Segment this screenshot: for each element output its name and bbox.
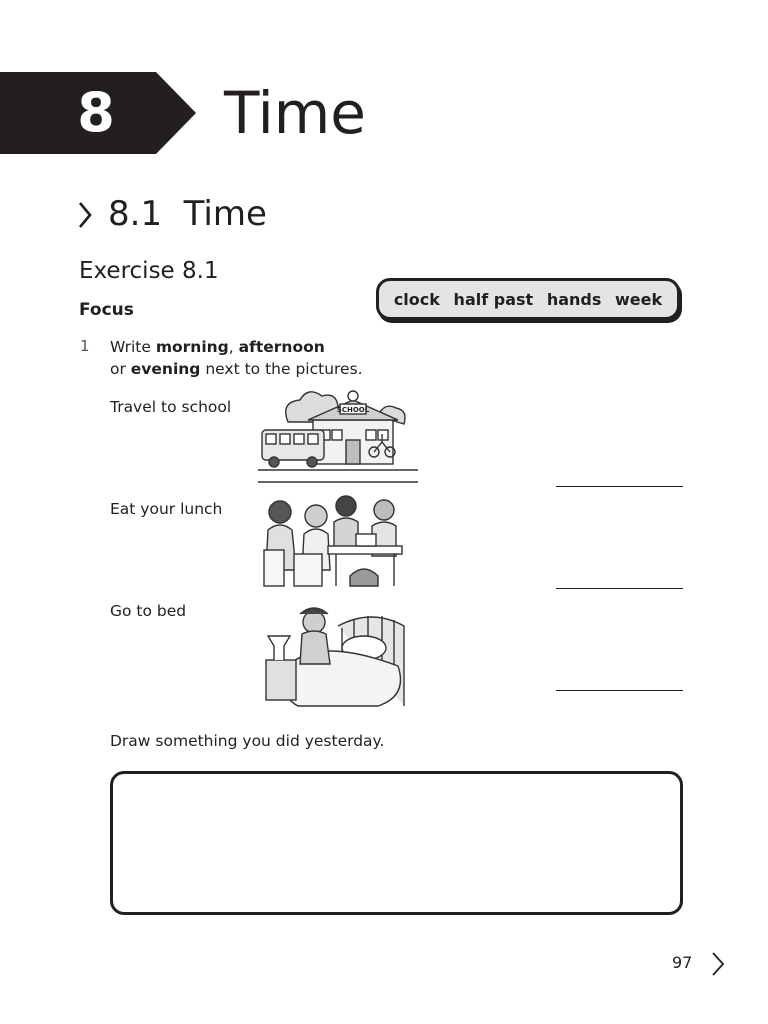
word-clock: clock (393, 289, 440, 309)
activity-label-lunch: Eat your lunch (110, 500, 223, 518)
question-instruction: Write morning, afternoon or evening next to the pictures. (110, 338, 363, 378)
activity-label-travel: Travel to school (110, 398, 232, 416)
chevron-right-icon (76, 198, 94, 232)
chapter-title: Time (224, 79, 366, 147)
activity-label-bed: Go to bed (110, 602, 187, 620)
answer-line-lunch[interactable] (556, 588, 683, 589)
school-sign: SCHOOL (336, 406, 370, 414)
word-week: week (615, 289, 663, 309)
bedtime-illustration (258, 604, 410, 710)
draw-prompt: Draw something you did yesterday. (110, 732, 385, 750)
section-title: 8.1 Time (108, 194, 267, 234)
answer-line-travel[interactable] (556, 486, 683, 487)
word-box (376, 278, 680, 320)
school-illustration (258, 382, 418, 488)
word-hands: hands (546, 289, 602, 309)
question-number: 1 (80, 337, 90, 355)
chapter-number: 8 (77, 81, 115, 144)
answer-line-bed[interactable] (556, 690, 683, 691)
lunch-illustration (258, 490, 408, 592)
focus-label: Focus (79, 300, 134, 320)
exercise-title: Exercise 8.1 (79, 258, 219, 284)
page-number: 97 (672, 953, 693, 972)
word-half-past: half past (453, 289, 534, 309)
chevron-right-icon[interactable] (710, 950, 726, 978)
drawing-area[interactable] (110, 771, 683, 915)
